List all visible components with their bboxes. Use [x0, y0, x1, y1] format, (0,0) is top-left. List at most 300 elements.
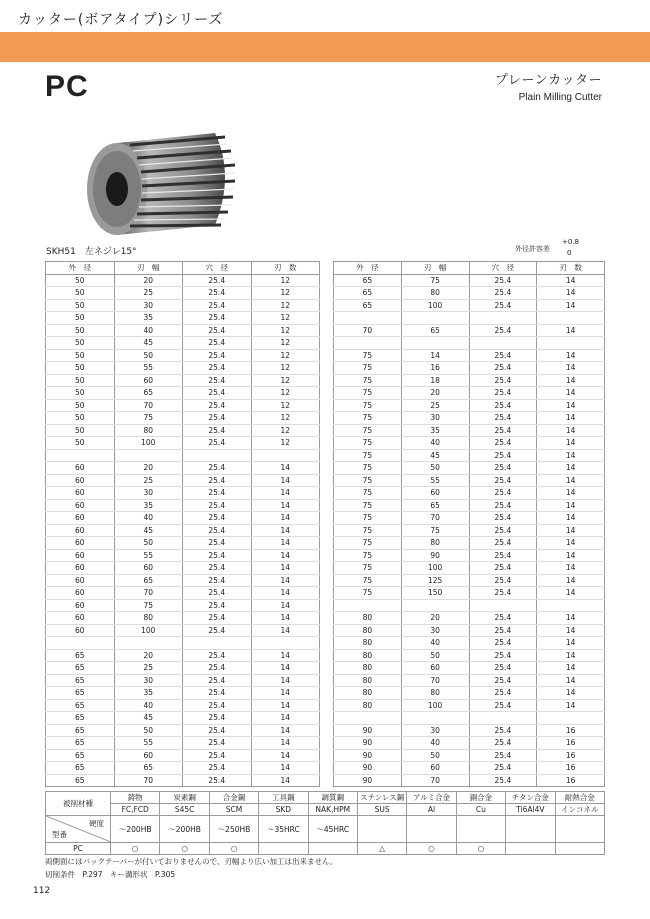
- cell-outer-diameter: 50: [46, 287, 115, 300]
- cell-bore-diameter: 25.4: [183, 649, 252, 662]
- table-row: [46, 762, 320, 775]
- cell-bore-diameter: 25.4: [469, 349, 537, 362]
- cell-outer-diameter: 60: [46, 624, 115, 637]
- cell-blade-width: 150: [401, 587, 469, 600]
- cell-bore-diameter: 25.4: [183, 674, 252, 687]
- cell-outer-diameter: 90: [334, 749, 402, 762]
- cell-teeth-count: 14: [251, 662, 320, 675]
- table-row: [46, 374, 320, 387]
- cell-outer-diameter: 65: [46, 762, 115, 775]
- cell-outer-diameter: 80: [334, 699, 402, 712]
- cell-blade-width: 100: [401, 562, 469, 575]
- cell-teeth-count: 14: [537, 562, 605, 575]
- table-row: [334, 587, 605, 600]
- cell-blade-width: 60: [401, 762, 469, 775]
- table-row: [334, 574, 605, 587]
- cell-outer-diameter: 75: [334, 574, 402, 587]
- cell-blade-width: 45: [114, 712, 183, 725]
- cell-bore-diameter: 25.4: [183, 537, 252, 550]
- table-row: [46, 612, 320, 625]
- cell-outer-diameter: 75: [334, 487, 402, 500]
- cell-bore-diameter: 25.4: [469, 562, 537, 575]
- suitability-mark: [259, 843, 308, 855]
- cell-bore-diameter: 25.4: [183, 362, 252, 375]
- table-row: [334, 599, 605, 612]
- cell-blade-width: 80: [114, 424, 183, 437]
- material-name: 炭素鋼: [160, 792, 209, 804]
- cell-teeth-count: 14: [537, 674, 605, 687]
- cell-bore-diameter: 25.4: [183, 312, 252, 325]
- cell-blade-width: 35: [114, 312, 183, 325]
- cell-blade-width: 40: [114, 699, 183, 712]
- cell-outer-diameter: 80: [334, 624, 402, 637]
- suitability-mark: [555, 843, 604, 855]
- cell-bore-diameter: 25.4: [183, 487, 252, 500]
- cell-bore-diameter: 25.4: [469, 699, 537, 712]
- table-row: [46, 512, 320, 525]
- cell-bore-diameter: 25.4: [183, 274, 252, 287]
- cell-teeth-count: 14: [251, 612, 320, 625]
- cell-bore-diameter: 25.4: [183, 549, 252, 562]
- table-row: [46, 462, 320, 475]
- table-row: [334, 524, 605, 537]
- col-bore-diameter: 穴 径: [469, 262, 537, 275]
- cell-teeth-count: 14: [251, 624, 320, 637]
- table-row: [46, 387, 320, 400]
- table-row: [46, 499, 320, 512]
- cell-blade-width: 30: [114, 487, 183, 500]
- cell-bore-diameter: 25.4: [183, 749, 252, 762]
- table-row: [46, 712, 320, 725]
- material-hardness: ～200HB: [111, 816, 160, 843]
- table-row: [46, 724, 320, 737]
- cell-blade-width: 65: [114, 387, 183, 400]
- table-row: [334, 299, 605, 312]
- cell-bore-diameter: 25.4: [183, 412, 252, 425]
- table-row: [46, 474, 320, 487]
- cell-outer-diameter: 65: [46, 662, 115, 675]
- cell-teeth-count: 14: [537, 587, 605, 600]
- cell-bore-diameter: 25.4: [183, 387, 252, 400]
- cell-bore-diameter: 25.4: [183, 737, 252, 750]
- cell-teeth-count: 14: [251, 587, 320, 600]
- cell-blade-width: 20: [114, 462, 183, 475]
- material-grade: S45C: [160, 804, 209, 816]
- cell-outer-diameter: 80: [334, 637, 402, 650]
- table-row: [334, 312, 605, 325]
- material-grade: SUS: [357, 804, 406, 816]
- material-hardness: ～250HB: [209, 816, 258, 843]
- cell-teeth-count: 14: [537, 474, 605, 487]
- cell-blade-width: 70: [401, 774, 469, 787]
- material-name: チタン合金: [506, 792, 555, 804]
- cell-bore-diameter: 25.4: [183, 599, 252, 612]
- cell-bore-diameter: 25.4: [469, 762, 537, 775]
- material-name: ステンレス鋼: [357, 792, 406, 804]
- table-row: [334, 749, 605, 762]
- cell-bore-diameter: 25.4: [183, 587, 252, 600]
- cell-teeth-count: [537, 337, 605, 350]
- cell-outer-diameter: 65: [46, 724, 115, 737]
- cell-outer-diameter: 50: [46, 374, 115, 387]
- suitability-mark: ○: [209, 843, 258, 855]
- cell-bore-diameter: [469, 712, 537, 725]
- cell-blade-width: [401, 337, 469, 350]
- product-name-en: Plain Milling Cutter: [518, 92, 602, 103]
- cell-bore-diameter: 25.4: [183, 424, 252, 437]
- cell-blade-width: [114, 637, 183, 650]
- cell-blade-width: 45: [114, 337, 183, 350]
- cell-teeth-count: 14: [537, 424, 605, 437]
- cell-teeth-count: 14: [251, 649, 320, 662]
- cell-bore-diameter: 25.4: [469, 524, 537, 537]
- table-row: [334, 324, 605, 337]
- cell-teeth-count: 14: [251, 549, 320, 562]
- material-hardness: [357, 816, 406, 843]
- cell-teeth-count: 12: [251, 337, 320, 350]
- cell-teeth-count: 14: [537, 374, 605, 387]
- cell-bore-diameter: 25.4: [183, 337, 252, 350]
- cell-teeth-count: 14: [537, 274, 605, 287]
- table-row: [46, 412, 320, 425]
- material-grade: SKD: [259, 804, 308, 816]
- cell-teeth-count: 12: [251, 274, 320, 287]
- cell-teeth-count: 14: [251, 574, 320, 587]
- cell-blade-width: 65: [401, 324, 469, 337]
- cell-teeth-count: 16: [537, 749, 605, 762]
- cell-outer-diameter: 60: [46, 537, 115, 550]
- table-row: [334, 449, 605, 462]
- table-row: [46, 749, 320, 762]
- cell-teeth-count: 12: [251, 424, 320, 437]
- table-row: [46, 637, 320, 650]
- table-row: [334, 374, 605, 387]
- cell-bore-diameter: 25.4: [469, 437, 537, 450]
- cell-outer-diameter: 50: [46, 274, 115, 287]
- cell-bore-diameter: 25.4: [469, 299, 537, 312]
- cell-blade-width: 45: [401, 449, 469, 462]
- hardness-row: [46, 816, 605, 843]
- cell-outer-diameter: 75: [334, 424, 402, 437]
- cell-bore-diameter: 25.4: [469, 487, 537, 500]
- cell-blade-width: 70: [114, 587, 183, 600]
- cell-outer-diameter: 60: [46, 549, 115, 562]
- cell-outer-diameter: 65: [46, 674, 115, 687]
- table-row: [334, 637, 605, 650]
- cell-teeth-count: 14: [537, 512, 605, 525]
- col-outer-diameter: 外 径: [334, 262, 402, 275]
- col-blade-width: 刃 幅: [401, 262, 469, 275]
- cell-outer-diameter: 75: [334, 374, 402, 387]
- cell-blade-width: 100: [401, 299, 469, 312]
- table-row: [46, 687, 320, 700]
- table-row: [334, 337, 605, 350]
- cell-outer-diameter: 60: [46, 487, 115, 500]
- cell-blade-width: 20: [114, 649, 183, 662]
- cell-outer-diameter: 60: [46, 462, 115, 475]
- cell-bore-diameter: 25.4: [469, 324, 537, 337]
- table-row: [334, 437, 605, 450]
- table-row: [46, 549, 320, 562]
- cell-outer-diameter: 75: [334, 537, 402, 550]
- cell-blade-width: 50: [114, 349, 183, 362]
- reference-note: 切削条件 P.297 キー溝形状 P.305: [45, 870, 176, 879]
- cell-teeth-count: 14: [537, 437, 605, 450]
- cell-outer-diameter: 50: [46, 349, 115, 362]
- cell-teeth-count: 14: [537, 387, 605, 400]
- cell-blade-width: 100: [114, 437, 183, 450]
- cell-bore-diameter: 25.4: [183, 724, 252, 737]
- cell-outer-diameter: 50: [46, 312, 115, 325]
- cell-bore-diameter: 25.4: [469, 737, 537, 750]
- cell-blade-width: 40: [114, 324, 183, 337]
- cell-outer-diameter: 75: [334, 549, 402, 562]
- table-row: [334, 412, 605, 425]
- cell-blade-width: 40: [401, 737, 469, 750]
- cell-bore-diameter: 25.4: [183, 712, 252, 725]
- spec-table-right: [333, 261, 605, 787]
- cell-bore-diameter: 25.4: [183, 512, 252, 525]
- cell-outer-diameter: 75: [334, 562, 402, 575]
- cell-blade-width: 50: [114, 724, 183, 737]
- material-name: 工具鋼: [259, 792, 308, 804]
- product-code: PC: [45, 70, 89, 103]
- cell-teeth-count: 14: [537, 637, 605, 650]
- cell-bore-diameter: 25.4: [469, 649, 537, 662]
- cell-teeth-count: 14: [251, 487, 320, 500]
- cell-blade-width: 20: [114, 274, 183, 287]
- cell-bore-diameter: 25.4: [183, 699, 252, 712]
- material-hardness: [456, 816, 505, 843]
- suitability-mark: ○: [456, 843, 505, 855]
- cell-teeth-count: 12: [251, 312, 320, 325]
- cell-outer-diameter: 75: [334, 512, 402, 525]
- table-row: [46, 424, 320, 437]
- cell-bore-diameter: 25.4: [183, 687, 252, 700]
- cell-blade-width: 30: [401, 412, 469, 425]
- table-row: [46, 649, 320, 662]
- table-row: [334, 612, 605, 625]
- cell-outer-diameter: 65: [334, 274, 402, 287]
- cell-bore-diameter: 25.4: [469, 462, 537, 475]
- cell-bore-diameter: 25.4: [183, 499, 252, 512]
- table-row: [334, 662, 605, 675]
- cell-teeth-count: 14: [251, 737, 320, 750]
- cell-bore-diameter: 25.4: [183, 324, 252, 337]
- cell-blade-width: 55: [401, 474, 469, 487]
- table-row: [46, 487, 320, 500]
- cell-bore-diameter: 25.4: [183, 399, 252, 412]
- cell-outer-diameter: 50: [46, 399, 115, 412]
- cell-blade-width: 55: [114, 737, 183, 750]
- cell-teeth-count: 12: [251, 362, 320, 375]
- table-row: [334, 362, 605, 375]
- material-grade: Al: [407, 804, 456, 816]
- cell-teeth-count: 14: [537, 349, 605, 362]
- table-row: [334, 649, 605, 662]
- material-hardness: [506, 816, 555, 843]
- cell-blade-width: [401, 599, 469, 612]
- table-row: [334, 462, 605, 475]
- table-row: [334, 349, 605, 362]
- cell-teeth-count: 14: [537, 362, 605, 375]
- cell-blade-width: 75: [114, 599, 183, 612]
- cell-blade-width: 20: [401, 387, 469, 400]
- table-row: [46, 587, 320, 600]
- cell-bore-diameter: 25.4: [469, 449, 537, 462]
- cell-bore-diameter: 25.4: [183, 374, 252, 387]
- cell-blade-width: 25: [114, 287, 183, 300]
- table-row: [46, 299, 320, 312]
- cell-teeth-count: [251, 449, 320, 462]
- cell-outer-diameter: 50: [46, 299, 115, 312]
- table-row: [334, 687, 605, 700]
- cell-teeth-count: 12: [251, 349, 320, 362]
- cell-blade-width: 80: [401, 537, 469, 550]
- table-row: [46, 349, 320, 362]
- hardness-label: 硬度: [89, 819, 104, 828]
- cell-outer-diameter: [334, 599, 402, 612]
- cell-blade-width: 80: [401, 687, 469, 700]
- table-row: [46, 674, 320, 687]
- cell-bore-diameter: 25.4: [183, 349, 252, 362]
- cell-outer-diameter: 75: [334, 362, 402, 375]
- cell-bore-diameter: 25.4: [469, 774, 537, 787]
- table-row: [334, 387, 605, 400]
- cell-outer-diameter: 75: [334, 587, 402, 600]
- table-row: [334, 562, 605, 575]
- material-name: アルミ合金: [407, 792, 456, 804]
- material-grade: Ti6Al4V: [506, 804, 555, 816]
- material-name: 耐熱合金: [555, 792, 604, 804]
- cell-bore-diameter: 25.4: [183, 462, 252, 475]
- cell-teeth-count: 14: [251, 537, 320, 550]
- material-note: SKH51 左ネジレ15°: [46, 247, 137, 257]
- table-row: [334, 624, 605, 637]
- table-row: [46, 274, 320, 287]
- cell-bore-diameter: 25.4: [469, 637, 537, 650]
- cell-bore-diameter: [469, 312, 537, 325]
- cell-teeth-count: 14: [251, 774, 320, 787]
- material-grade: Cu: [456, 804, 505, 816]
- cell-blade-width: 50: [401, 749, 469, 762]
- table-row: [334, 424, 605, 437]
- cell-blade-width: 60: [114, 562, 183, 575]
- cell-bore-diameter: 25.4: [469, 724, 537, 737]
- tolerance-lower: 0: [567, 249, 572, 257]
- cell-blade-width: [401, 712, 469, 725]
- table-row: [334, 399, 605, 412]
- cell-teeth-count: 12: [251, 399, 320, 412]
- cell-outer-diameter: 60: [46, 562, 115, 575]
- material-hardness: ～45HRC: [308, 816, 357, 843]
- cell-blade-width: 65: [114, 762, 183, 775]
- cell-bore-diameter: 25.4: [183, 299, 252, 312]
- cell-outer-diameter: 80: [334, 662, 402, 675]
- cell-outer-diameter: 75: [334, 449, 402, 462]
- cell-blade-width: 30: [401, 624, 469, 637]
- material-name: 調質鋼: [308, 792, 357, 804]
- suitability-mark: [308, 843, 357, 855]
- cell-blade-width: 100: [401, 699, 469, 712]
- table-row: [334, 499, 605, 512]
- cell-teeth-count: [537, 312, 605, 325]
- cell-blade-width: [401, 312, 469, 325]
- cell-bore-diameter: 25.4: [469, 612, 537, 625]
- table-row: [46, 312, 320, 325]
- cell-outer-diameter: 60: [46, 599, 115, 612]
- cell-teeth-count: 14: [537, 324, 605, 337]
- cell-outer-diameter: 60: [46, 524, 115, 537]
- table-row: [334, 549, 605, 562]
- cell-outer-diameter: [46, 449, 115, 462]
- cell-blade-width: 30: [114, 299, 183, 312]
- cell-blade-width: 70: [114, 399, 183, 412]
- cell-blade-width: [114, 449, 183, 462]
- cell-blade-width: 20: [401, 612, 469, 625]
- cell-blade-width: 65: [401, 499, 469, 512]
- cell-blade-width: 60: [114, 374, 183, 387]
- cell-blade-width: 40: [401, 437, 469, 450]
- cell-blade-width: 40: [114, 512, 183, 525]
- cell-outer-diameter: 60: [46, 587, 115, 600]
- cell-blade-width: 50: [401, 462, 469, 475]
- cell-outer-diameter: 60: [46, 499, 115, 512]
- tolerance-label: 外径許容差: [515, 245, 550, 253]
- cell-blade-width: 50: [114, 537, 183, 550]
- cell-teeth-count: 12: [251, 412, 320, 425]
- table-row: [46, 399, 320, 412]
- table-row: [46, 337, 320, 350]
- cell-teeth-count: 12: [251, 387, 320, 400]
- cell-teeth-count: 12: [251, 324, 320, 337]
- cell-outer-diameter: 75: [334, 412, 402, 425]
- cell-bore-diameter: 25.4: [183, 662, 252, 675]
- series-title: カッター(ボアタイプ)シリーズ: [18, 12, 224, 28]
- table-row: [334, 762, 605, 775]
- cell-bore-diameter: 25.4: [469, 474, 537, 487]
- cell-teeth-count: 14: [537, 449, 605, 462]
- cell-teeth-count: 16: [537, 724, 605, 737]
- cell-blade-width: 90: [401, 549, 469, 562]
- cell-outer-diameter: 80: [334, 649, 402, 662]
- table-row: [46, 574, 320, 587]
- header-band: [0, 32, 650, 62]
- cell-bore-diameter: 25.4: [469, 624, 537, 637]
- type-label: 型番: [52, 830, 67, 839]
- cell-outer-diameter: 50: [46, 387, 115, 400]
- cell-outer-diameter: 90: [334, 724, 402, 737]
- cell-teeth-count: 14: [251, 462, 320, 475]
- cell-outer-diameter: 75: [334, 462, 402, 475]
- cell-teeth-count: 14: [251, 712, 320, 725]
- cell-bore-diameter: 25.4: [469, 374, 537, 387]
- table-row: [334, 737, 605, 750]
- cell-bore-diameter: 25.4: [469, 687, 537, 700]
- model-row: [46, 843, 605, 855]
- table-row: [46, 449, 320, 462]
- spec-header-row: [334, 262, 605, 275]
- cell-teeth-count: 16: [537, 737, 605, 750]
- table-row: [46, 737, 320, 750]
- cell-teeth-count: 12: [251, 299, 320, 312]
- cell-blade-width: 14: [401, 349, 469, 362]
- material-hardness: ～200HB: [160, 816, 209, 843]
- cell-blade-width: 30: [401, 724, 469, 737]
- cell-teeth-count: 14: [251, 762, 320, 775]
- spec-header-row: [46, 262, 320, 275]
- suitability-mark: ○: [111, 843, 160, 855]
